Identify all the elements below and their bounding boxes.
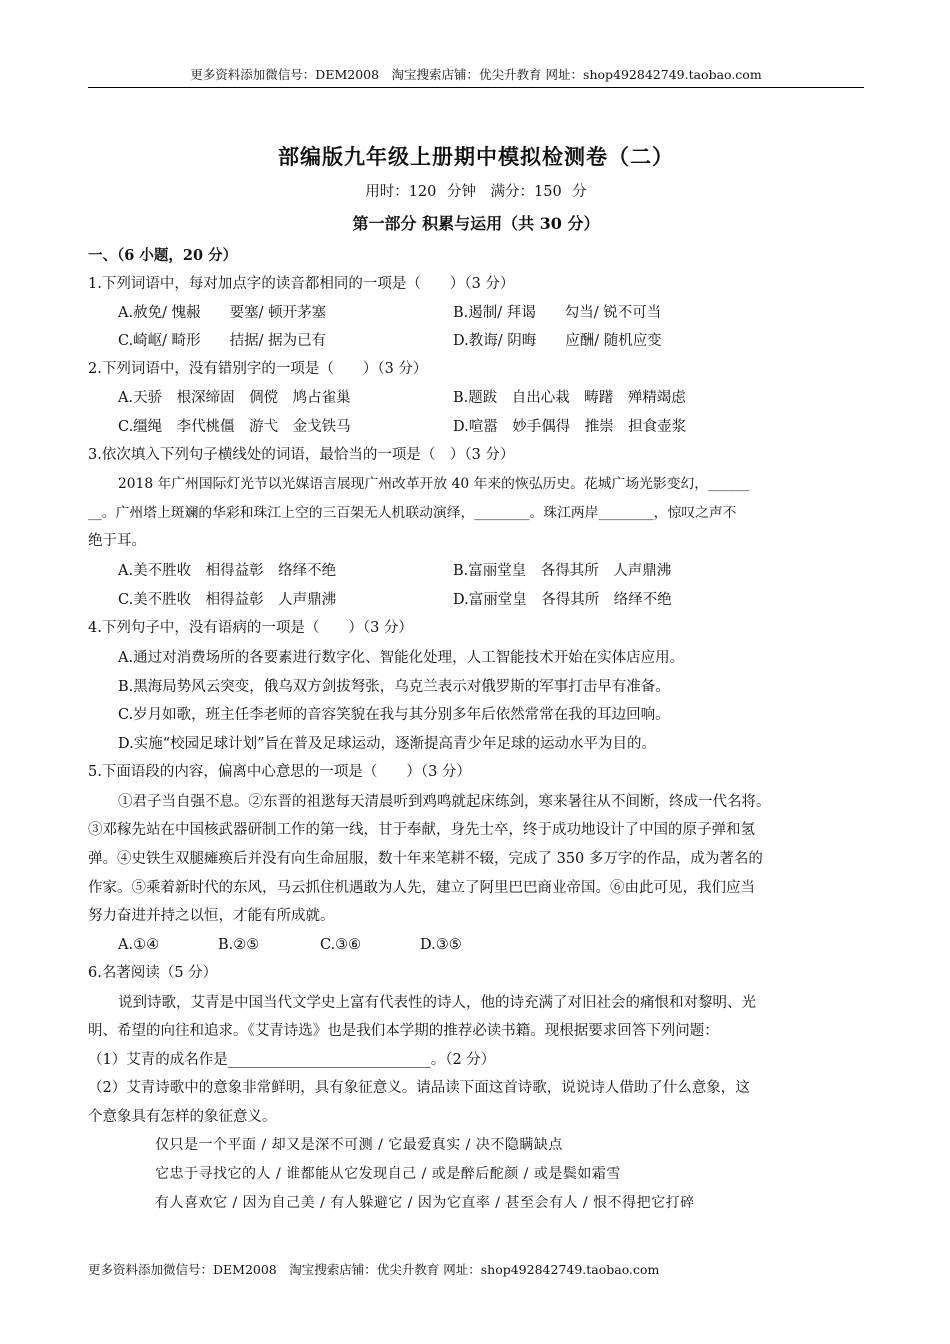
- q5-passage-line: 努力奋进并持之以恒，才能有所成就。: [88, 908, 335, 924]
- q1-option-b: B.遏制/ 拜谒 勾当/ 锐不可当: [453, 305, 662, 321]
- q3-option-b: B.富丽堂皇 各得其所 人声鼎沸: [453, 563, 672, 579]
- q3-option-a: A.美不胜收 相得益彰 络绎不绝: [118, 563, 337, 579]
- q6-subquestion-2-cont: 个意象具有怎样的象征意义。: [88, 1109, 277, 1125]
- q3-passage-line: 2018 年广州国际灯光节以光媒语言展现广州改革开放 40 年来的恢弘历史。花城广场光影变幻，______: [118, 476, 750, 492]
- page-footer: 更多资料添加微信号：DEM2008 淘宝搜索店铺：优尖升教育 网址：shop492842749.taobao.com: [88, 1262, 660, 1277]
- q3-passage-line: 绝于耳。: [88, 533, 146, 549]
- q5-passage-line: ①君子当自强不息。②东晋的祖逖每天清晨听到鸡鸣就起床练剑，寒来暑往从不间断，终成一代名将。: [118, 794, 771, 810]
- q5-option-b: B.②⑤: [218, 937, 260, 953]
- q4-option-b: B.黑海局势风云突变，俄乌双方剑拔弩张，乌克兰表示对俄罗斯的军事打击早有准备。: [118, 679, 670, 695]
- q1-option-a: A.赦免/ 愧赧 要塞/ 顿开茅塞: [118, 305, 327, 321]
- section-heading: 一、（6 小题，20 分）: [88, 247, 238, 264]
- q6-passage-line: 说到诗歌，艾青是中国当代文学史上富有代表性的诗人，他的诗充满了对旧社会的痛恨和对黎明、光: [118, 995, 756, 1011]
- q3-option-c: C.美不胜收 相得益彰 人声鼎沸: [118, 592, 337, 608]
- q4-stem: 4.下列句子中，没有语病的一项是（ ）（3 分）: [88, 620, 413, 636]
- poem-line: 它忠于寻找它的人 / 谁都能从它发现自己 / 或是醉后酡颜 / 或是鬓如霜雪: [155, 1166, 621, 1182]
- q6-passage-line: 明、希望的向往和追求。《艾青诗选》也是我们本学期的推荐必读书籍。现根据要求回答下列问题：: [88, 1023, 719, 1039]
- q1-option-c: C.崎岖/ 畸形 拮据/ 据为已有: [118, 333, 327, 349]
- exam-time-score: 用时：120 分钟 满分：150 分: [365, 184, 587, 200]
- q5-option-d: D.③⑤: [420, 937, 462, 953]
- q2-option-b: B.题跋 自出心栽 畴躇 殚精竭虑: [453, 390, 686, 406]
- page-title: 部编版九年级上册期中模拟检测卷（二）: [278, 144, 674, 169]
- q6-subquestion-1: （1）艾青的成名作是____________________________。（2 分）: [88, 1052, 496, 1068]
- q2-stem: 2.下列词语中，没有错别字的一项是（ ）（3 分）: [88, 361, 428, 377]
- poem-line: 有人喜欢它 / 因为自己美 / 有人躲避它 / 因为它直率 / 甚至会有人 / 恨不得把它打碎: [155, 1195, 695, 1211]
- header-divider: [88, 87, 864, 88]
- q2-option-c: C.缰绳 李代桃僵 游弋 金戈铁马: [118, 419, 351, 435]
- q5-option-c: C.③⑥: [320, 937, 362, 953]
- q6-stem: 6.名著阅读（5 分）: [88, 965, 218, 981]
- q3-passage-line: __。广州塔上斑斓的华彩和珠江上空的三百架无人机联动演绎，________。珠江两岸________，惊叹之声不: [88, 505, 737, 521]
- part-heading: 第一部分 积累与运用（共 30 分）: [352, 214, 600, 233]
- q5-stem: 5.下面语段的内容，偏离中心意思的一项是（ ）（3 分）: [88, 764, 471, 780]
- q4-option-c: C.岁月如歌，班主任李老师的音容笑貌在我与其分别多年后依然常常在我的耳边回响。: [118, 707, 670, 723]
- q2-option-d: D.喧嚣 妙手偶得 推崇 担食壶浆: [453, 419, 687, 435]
- q4-option-d: D.实施“校园足球计划”旨在普及足球运动，逐渐提高青少年足球的运动水平为目的。: [118, 736, 657, 752]
- q2-option-a: A.天骄 根深缔固 倜傥 鸠占雀巢: [118, 390, 351, 406]
- q5-option-a: A.①④: [118, 937, 160, 953]
- page-header: 更多资料添加微信号：DEM2008 淘宝搜索店铺：优尖升教育 网址：shop492842749.taobao.com: [190, 67, 762, 82]
- q6-subquestion-2: （2）艾青诗歌中的意象非常鲜明，具有象征意义。请品读下面这首诗歌，说说诗人借助了什么意象，这: [88, 1080, 750, 1096]
- q5-passage-line: ③邓稼先站在中国核武器研制工作的第一线，甘于奉献，身先士卒，终于成功地设计了中国的原子弹和氢: [88, 822, 755, 838]
- q1-option-d: D.教诲/ 阴晦 应酬/ 随机应变: [453, 333, 662, 349]
- q3-stem: 3.依次填入下列句子横线处的词语，最恰当的一项是（ ）（3 分）: [88, 447, 515, 463]
- q1-stem: 1.下列词语中，每对加点字的读音都相同的一项是（ ）（3 分）: [88, 276, 515, 292]
- q4-option-a: A.通过对消费场所的各要素进行数字化、智能化处理，人工智能技术开始在实体店应用。: [118, 650, 685, 666]
- poem-line: 仅只是一个平面 / 却又是深不可测 / 它最爱真实 / 决不隐瞒缺点: [155, 1137, 563, 1153]
- q5-passage-line: 弹。④史铁生双腿瘫痪后并没有向生命屈服，数十年来笔耕不辍，完成了 350 多万字的作品，成为著名的: [88, 851, 763, 867]
- q5-passage-line: 作家。⑤乘着新时代的东风，马云抓住机遇敢为人先，建立了阿里巴巴商业帝国。⑥由此可见，我们应当: [88, 880, 755, 896]
- q3-option-d: D.富丽堂皇 各得其所 络绎不绝: [453, 592, 672, 608]
